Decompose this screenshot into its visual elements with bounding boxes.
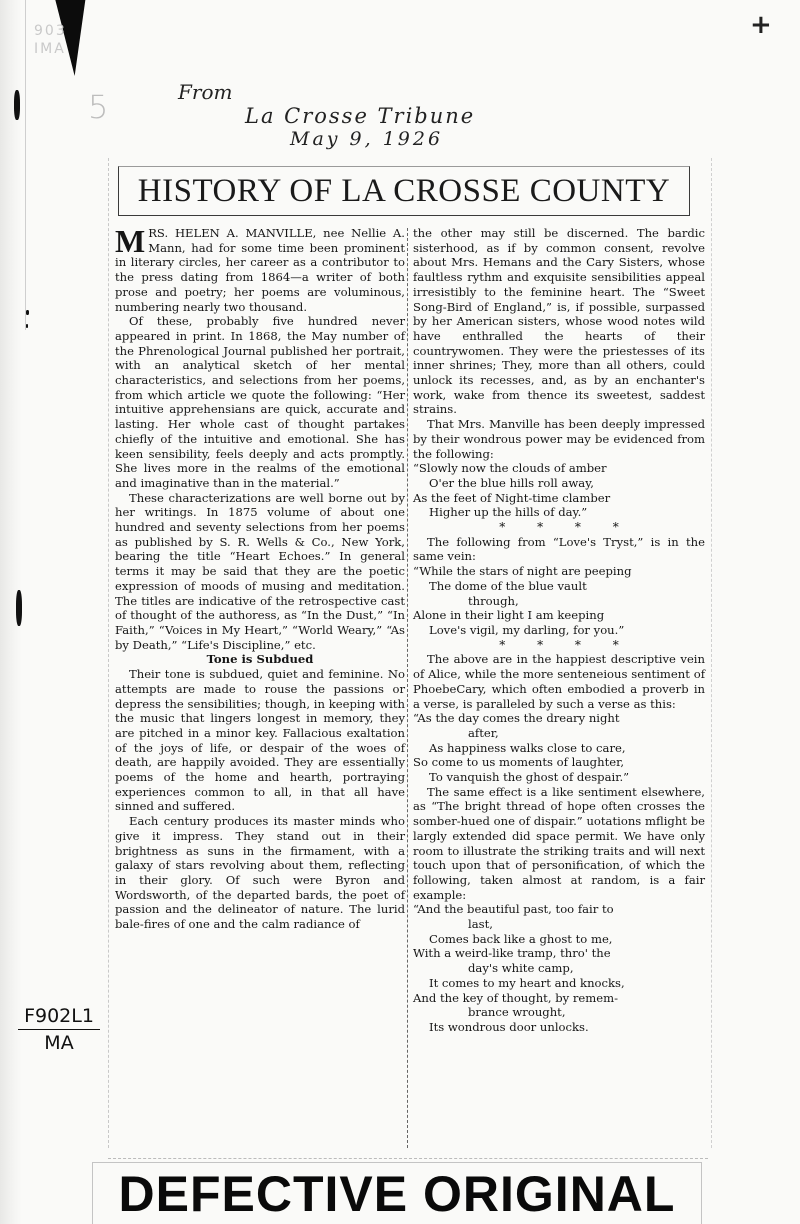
paragraph: The above are in the happiest descriptive vein of Alice, while the more senteneious sentiment of PhoebeCary, which often embodied a proverb in a verse, is paralleled by such a verse as this: [413, 652, 705, 711]
handwritten-newspaper-name: La Crosse Tribune [245, 104, 476, 128]
page-edge-line [25, 0, 26, 330]
ink-blot [26, 310, 29, 315]
handwritten-from: From [178, 80, 233, 104]
ink-blot [26, 324, 28, 328]
pencil-page-number: 5 [88, 88, 109, 126]
subheading: Tone is Subdued [206, 652, 314, 667]
poem-excerpt: “While the stars of night are peeping The dome of the blue vault through, Alone in their light I am keeping Love's vigil, my darling, for you.” [413, 564, 632, 637]
ink-blot [14, 90, 20, 120]
paragraph: Each century produces its master minds who give it impress. They stand out in their brightness as suns in the firmament, with a galaxy of stars revolving about them, reflecting in their glory. Of such were Byron and Wordsworth, of the departed bards, the poet of passion and the delineator of nature. The lurid bale-fires of one and the calm radiance of [115, 814, 405, 932]
poem-excerpt: “And the beautiful past, too fair to last, Comes back like a ghost to me, With a weird-like tramp, thro' the day's white camp, It comes to my heart and knocks, And the key of thought, by remem- brance wrought, Its wondrous door unlocks. [413, 902, 625, 1034]
handwritten-date: May 9, 1926 [290, 128, 444, 150]
defective-original-stamp [92, 1162, 702, 1224]
paragraph: These characterizations are well borne out by her writings. In 1875 volume of about one hundred and seventy selections from her poems as published by S. R. Wells & Co., New York, bearing the title “Heart Echoes.” In general terms it may be said that they are the poetic expression of moods of musing and meditation. The titles are indicative of the retrospective cast of thought of the authoress, as “In the Dust,” “In Faith,” “Voices in My Heart,” “World Weary,” “As by Death,” “Life's Discipline,” etc. [115, 490, 405, 652]
article-headline: HISTORY OF LA CROSSE COUNTY [137, 172, 671, 209]
paragraph: Their tone is subdued, quiet and feminine. No attempts are made to rouse the passions or depress the sensibilities; though, in keeping with the music that lingers longest in memory, they are pitched in a minor key. Fallacious exaltation of the joys of life, or despair of the woes of death, are happily avoided. They are essentially poems of the home and hearth, portraying experiences common to all, in that all have sinned and suffered. [115, 667, 405, 814]
plus-mark: + [750, 10, 772, 40]
drop-cap: M [115, 223, 146, 259]
ink-blot [16, 590, 22, 626]
article-column-right [413, 226, 705, 1035]
catalog-number-mark: F902L1 MA [18, 1005, 100, 1054]
paragraph: The same effect is a like sentiment elsewhere, as “The bright thread of hope often crosses the somber-hued one of dispair.” uotations mflight be largly extended did space permit. We have only room to illustrate the striking traits and will next touch upon that of personification, of which the following, taken almost at random, is a fair example: [413, 784, 705, 902]
paragraph: the other may still be discerned. The bardic sisterhood, as if by common consent, revolve about Mrs. Hemans and the Cary Sisters, whose faultless rythm and exquisite sensibilities appeal irresistibly to the feminine heart. The “Sweet Song-Bird of England,” is, if possible, surpassed by her American sisters, whose wood notes wild have enthralled the hearts of their countrywomen. They were the priestesses of its inner shrines; They, more than all others, could unlock its recesses, and, as by an enchanter's work, wake from thence its sweetest, saddest strains. [413, 226, 705, 417]
paragraph: The following from “Love's Tryst,” is in the same vein: [413, 534, 705, 564]
column-divider [407, 228, 408, 1148]
clipping-bottom-edge [108, 1158, 708, 1159]
section-separator: * * * * [499, 520, 633, 535]
faded-stamp: 903 IMA [34, 23, 67, 57]
defective-original-label: DEFECTIVE ORIGINAL [118, 1165, 676, 1222]
section-separator: * * * * [499, 637, 633, 652]
poem-excerpt: “As the day comes the dreary night after, As happiness walks close to care, So come to us moments of laughter, To vanquish the ghost of despair.” [413, 711, 630, 785]
paragraph: MRS. HELEN A. MANVILLE, nee Nellie A. Mann, had for some time been prominent in literary circles, her career as a contributor to the press dating from 1864—a writer of both prose and poetry; her poems are voluminous, numbering nearly two thousand. [115, 223, 405, 314]
poem-excerpt: “Slowly now the clouds of amber O'er the blue hills roll away, As the feet of Night-time clamber Higher up the hills of day.” [413, 461, 611, 520]
paragraph: Of these, probably five hundred never appeared in print. In 1868, the May number of the Phrenological Journal published her portrait, with an analytical sketch of her mental characteristics, and selections from her poems, from which article we quote the following: “Her intuitive apprehensians are quick, accurate and lasting. Her whole cast of thought partakes chiefly of the intuitive and emotional. She has keen sensibility, feels deeply and acts promptly. She lives more in the realms of the emotional and imaginative than in the material.” [115, 314, 405, 490]
headline-box [118, 166, 690, 216]
article-column-left [115, 223, 405, 932]
paragraph: That Mrs. Manville has been deeply impressed by their wondrous power may be evidenced from the following: [413, 417, 705, 461]
